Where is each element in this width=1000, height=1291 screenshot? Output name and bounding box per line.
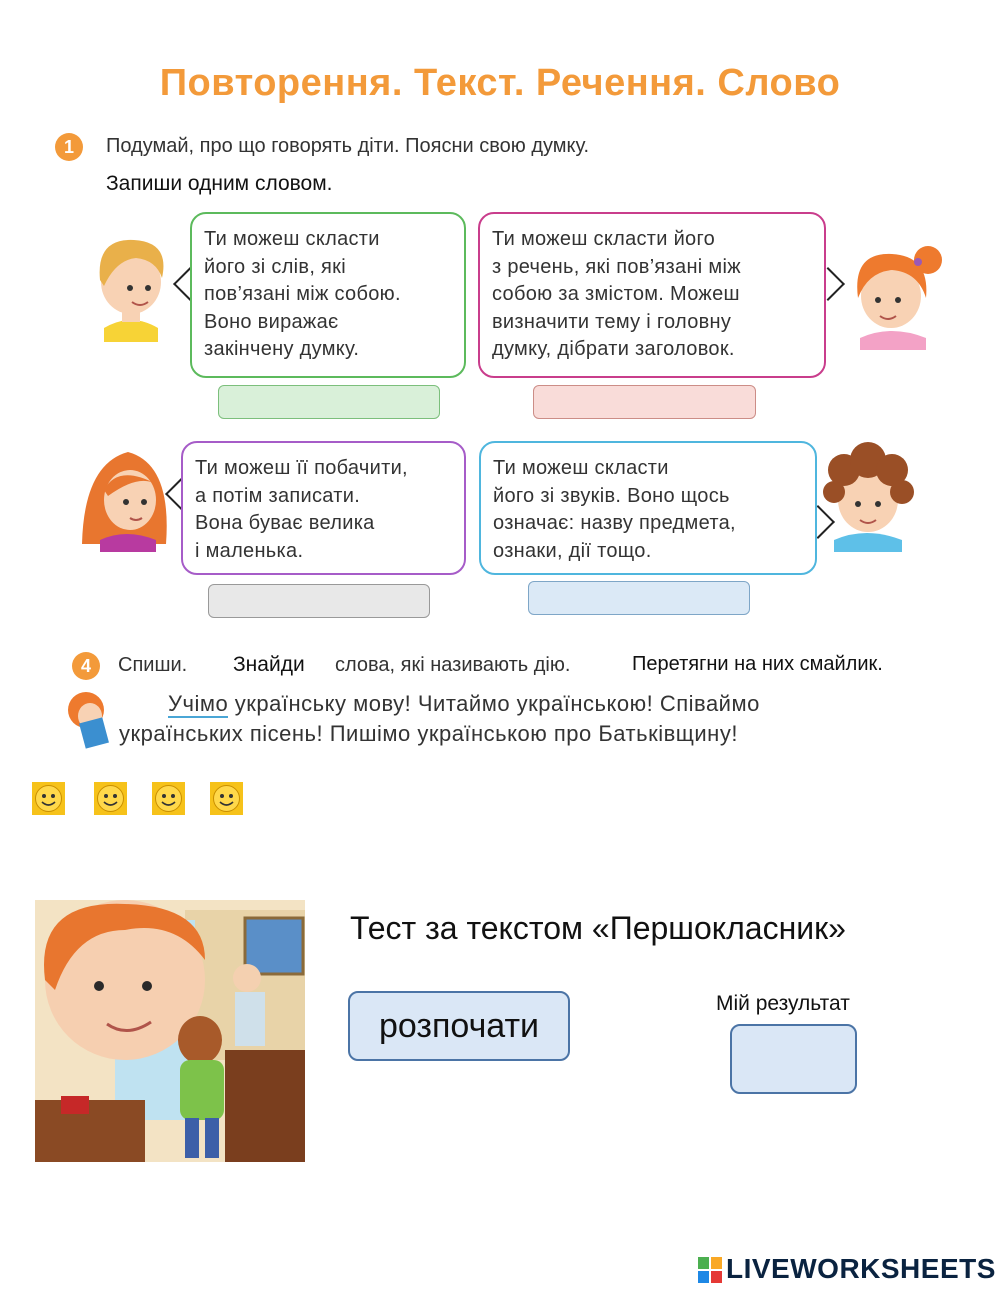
speech-bubble-1: Ти можеш скласти його зі слів, які пов’язані між собою. Воно виражає закінчену думку. <box>190 212 466 378</box>
page-title: Повторення. Текст. Речення. Слово <box>159 62 841 104</box>
curly-boy-avatar-illustration <box>818 440 916 552</box>
sentence-line-2: українських пісень! Пишімо українською про Батьківщину! <box>119 721 738 746</box>
smiley-draggable[interactable] <box>94 782 127 815</box>
test-title: Тест за текстом «Першокласник» <box>350 910 846 946</box>
boy-avatar-illustration <box>86 230 176 342</box>
liveworksheets-logo-icon <box>698 1257 722 1283</box>
liveworksheets-logo <box>698 1253 994 1287</box>
task4-word-find: Знайди <box>233 653 305 676</box>
task4-instruction: слова, які називають дію. <box>335 654 571 676</box>
speech-bubble-2: Ти можеш скласти його з речень, які пов’язані між собою за змістом. Можеш визначити тему і головну думку, дібрати заголовок. <box>478 212 826 378</box>
girl-avatar-illustration <box>846 238 946 350</box>
smiley-tray <box>32 782 252 818</box>
answer-field-2[interactable] <box>533 385 756 419</box>
task4-instruction-drag: Перетягни на них смайлик. <box>632 653 883 675</box>
answer-field-1[interactable] <box>218 385 440 419</box>
task1-instruction: Подумай, про що говорять діти. Поясни свою думку. <box>106 135 590 157</box>
speech-bubble-4: Ти можеш скласти його зі звуків. Воно щось означає: назву предмета, ознаки, дії тощо. <box>479 441 817 575</box>
smiley-draggable[interactable] <box>32 782 65 815</box>
smiley-face-icon <box>94 782 127 815</box>
smiley-face-icon <box>152 782 185 815</box>
answer-field-4[interactable] <box>528 581 750 615</box>
smiley-face-icon <box>32 782 65 815</box>
reading-girl-icon <box>60 690 116 750</box>
girl-redhair-avatar-illustration <box>78 444 174 552</box>
result-label: Мій результат <box>716 992 850 1015</box>
task-number-badge: 1 <box>55 133 83 161</box>
task1-instruction-bold: Запиши одним словом. <box>106 172 333 195</box>
start-test-button[interactable]: розпочати <box>348 991 570 1061</box>
smiley-face-icon <box>210 782 243 815</box>
smiley-draggable[interactable] <box>152 782 185 815</box>
task-number-badge: 4 <box>72 652 100 680</box>
result-box <box>730 1024 857 1094</box>
underlined-verb-example: Учімо <box>168 691 229 716</box>
sentence-line-1 <box>168 689 760 719</box>
speech-bubble-3: Ти можеш її побачити, а потім записати. Вона буває велика і маленька. <box>181 441 466 575</box>
smiley-draggable[interactable] <box>210 782 243 815</box>
answer-field-3[interactable] <box>208 584 430 618</box>
classroom-boy-illustration <box>35 900 305 1162</box>
task4-word-copy: Спиши. <box>118 654 188 676</box>
liveworksheets-logo-text: LIVEWORKSHEETS <box>726 1253 996 1284</box>
sentence-line-1-rest: українську мову! Читаймо українською! Співаймо <box>228 691 760 716</box>
